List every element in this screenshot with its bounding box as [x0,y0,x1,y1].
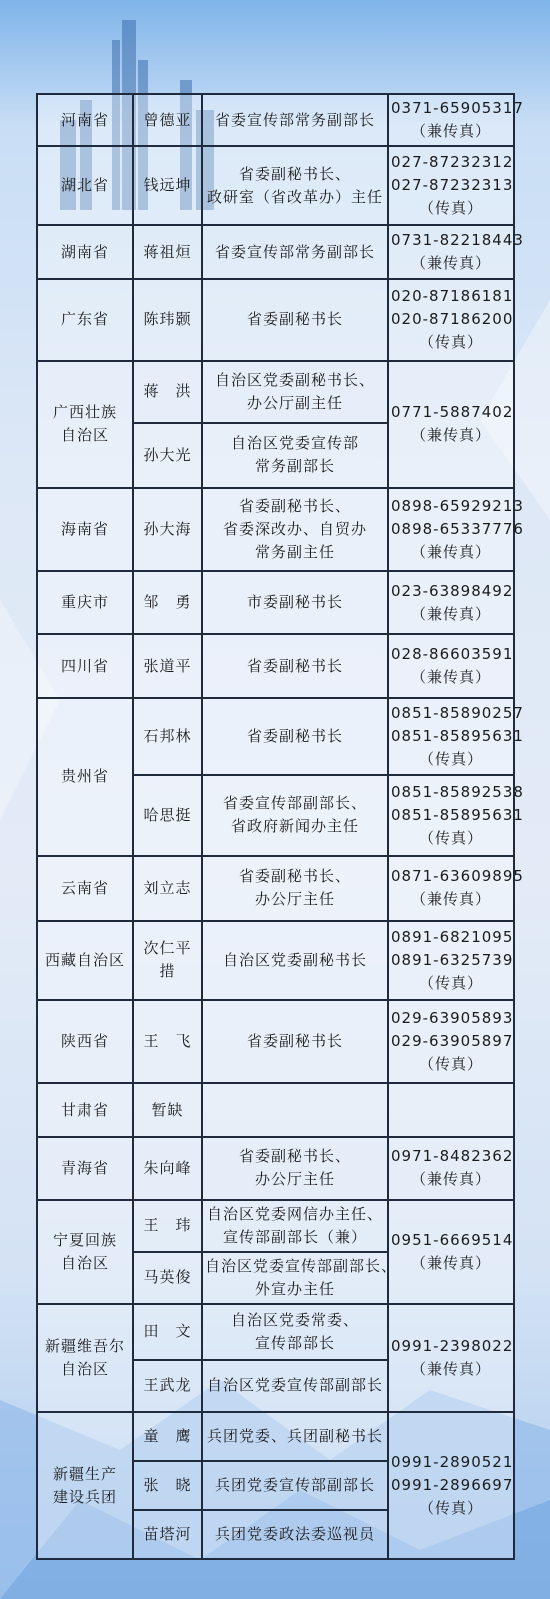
province-cell: 宁夏回族 自治区 [37,1200,133,1304]
phone-cell: 0871-63609895 （兼传真） [388,856,514,921]
position-cell: 省委副秘书长、 政研室（省改革办）主任 [202,146,388,225]
phone-cell: 0951-6669514 （兼传真） [388,1200,514,1304]
position-cell: 省委副秘书长 [202,634,388,698]
name-cell: 童 鹰 [133,1412,202,1461]
table-row [37,94,514,146]
phone-cell: 0731-82218443 （兼传真） [388,225,514,279]
phone-cell: 0371-65905317 （兼传真） [388,94,514,146]
position-cell: 省委宣传部常务副部长 [202,225,388,279]
phone-cell: 029-63905893 029-63905897 （传真） [388,1000,514,1083]
name-cell: 钱远坤 [133,146,202,225]
position-cell: 自治区党委宣传部副部长 [202,1360,388,1412]
position-cell: 省委宣传部副部长、 省政府新闻办主任 [202,775,388,856]
table-row [37,1000,514,1083]
phone-cell: 0898-65929213 0898-65337776 （兼传真） [388,488,514,571]
position-cell: 省委副秘书长 [202,279,388,360]
phone-cell: 023-63898492 （兼传真） [388,571,514,635]
position-cell: 省委副秘书长、 省委深改办、自贸办 常务副主任 [202,488,388,571]
table-row [37,1137,514,1199]
phone-cell: 0891-6821095 0891-6325739 （传真） [388,921,514,1000]
position-cell: 市委副秘书长 [202,571,388,635]
position-cell: 省委副秘书长 [202,698,388,775]
name-cell: 朱向峰 [133,1137,202,1199]
table-row [37,225,514,279]
position-cell [202,1083,388,1137]
phone-cell: 0771-5887402 （兼传真） [388,361,514,488]
province-cell: 湖北省 [37,146,133,225]
table-row [37,571,514,635]
name-cell: 刘立志 [133,856,202,921]
table-row [37,361,514,423]
position-cell: 省委副秘书长 [202,1000,388,1083]
province-cell: 四川省 [37,634,133,698]
name-cell: 蒋 洪 [133,361,202,423]
position-cell: 兵团党委政法委巡视员 [202,1510,388,1559]
table-row [37,1304,514,1360]
province-cell: 贵州省 [37,698,133,856]
name-cell: 哈思挺 [133,775,202,856]
name-cell: 孙大海 [133,488,202,571]
position-cell: 自治区党委副秘书长、 办公厅副主任 [202,361,388,423]
name-cell: 王 飞 [133,1000,202,1083]
position-cell: 自治区党委常委、 宣传部部长 [202,1304,388,1360]
table-row [37,1083,514,1137]
phone-cell [388,1083,514,1137]
position-cell: 省委副秘书长、 办公厅主任 [202,1137,388,1199]
table-row [37,488,514,571]
contact-table [36,93,524,1560]
name-cell: 石邦林 [133,698,202,775]
province-cell: 湖南省 [37,225,133,279]
phone-cell: 028-86603591 （兼传真） [388,634,514,698]
name-cell: 张 晓 [133,1461,202,1510]
province-cell: 广西壮族 自治区 [37,361,133,488]
phone-cell: 0991-2398022 （兼传真） [388,1304,514,1412]
name-cell: 陈玮颢 [133,279,202,360]
name-cell: 次仁平措 [133,921,202,1000]
table-row [37,921,514,1000]
position-cell: 兵团党委、兵团副秘书长 [202,1412,388,1461]
name-cell: 张道平 [133,634,202,698]
table-row [37,1200,514,1252]
position-cell: 省委宣传部常务副部长 [202,94,388,146]
province-cell: 云南省 [37,856,133,921]
name-cell: 王 玮 [133,1200,202,1252]
phone-cell: 0851-85892538 0851-85895631 （传真） [388,775,514,856]
name-cell: 王武龙 [133,1360,202,1412]
position-cell: 自治区党委副秘书长 [202,921,388,1000]
name-cell: 孙大光 [133,423,202,488]
phone-cell: 0971-8482362 （兼传真） [388,1137,514,1199]
name-cell: 邹 勇 [133,571,202,635]
table-row [37,1412,514,1461]
province-cell: 青海省 [37,1137,133,1199]
name-cell: 暂缺 [133,1083,202,1137]
name-cell: 田 文 [133,1304,202,1360]
position-cell: 自治区党委宣传部副部长、 外宣办主任 [202,1252,388,1304]
position-cell: 省委副秘书长、 办公厅主任 [202,856,388,921]
position-cell: 兵团党委宣传部副部长 [202,1461,388,1510]
province-cell: 新疆维吾尔 自治区 [37,1304,133,1412]
phone-cell: 020-87186181 020-87186200 （传真） [388,279,514,360]
position-cell: 自治区党委宣传部 常务副部长 [202,423,388,488]
name-cell: 蒋祖烜 [133,225,202,279]
name-cell: 马英俊 [133,1252,202,1304]
phone-cell: 0991-2890521 0991-2896697 （传真） [388,1412,514,1559]
table-row [37,634,514,698]
province-cell: 广东省 [37,279,133,360]
name-cell: 曾德亚 [133,94,202,146]
province-cell: 河南省 [37,94,133,146]
phone-cell: 0851-85890257 0851-85895631 （传真） [388,698,514,775]
table-row [37,698,514,775]
province-cell: 新疆生产 建设兵团 [37,1412,133,1559]
phone-cell: 027-87232312 027-87232313 （传真） [388,146,514,225]
province-cell: 甘肃省 [37,1083,133,1137]
table-row [37,279,514,360]
province-cell: 重庆市 [37,571,133,635]
name-cell: 苗塔河 [133,1510,202,1559]
position-cell: 自治区党委网信办主任、 宣传部副部长（兼） [202,1200,388,1252]
province-cell: 陕西省 [37,1000,133,1083]
province-cell: 海南省 [37,488,133,571]
table-row [37,856,514,921]
province-cell: 西藏自治区 [37,921,133,1000]
table-row [37,146,514,225]
